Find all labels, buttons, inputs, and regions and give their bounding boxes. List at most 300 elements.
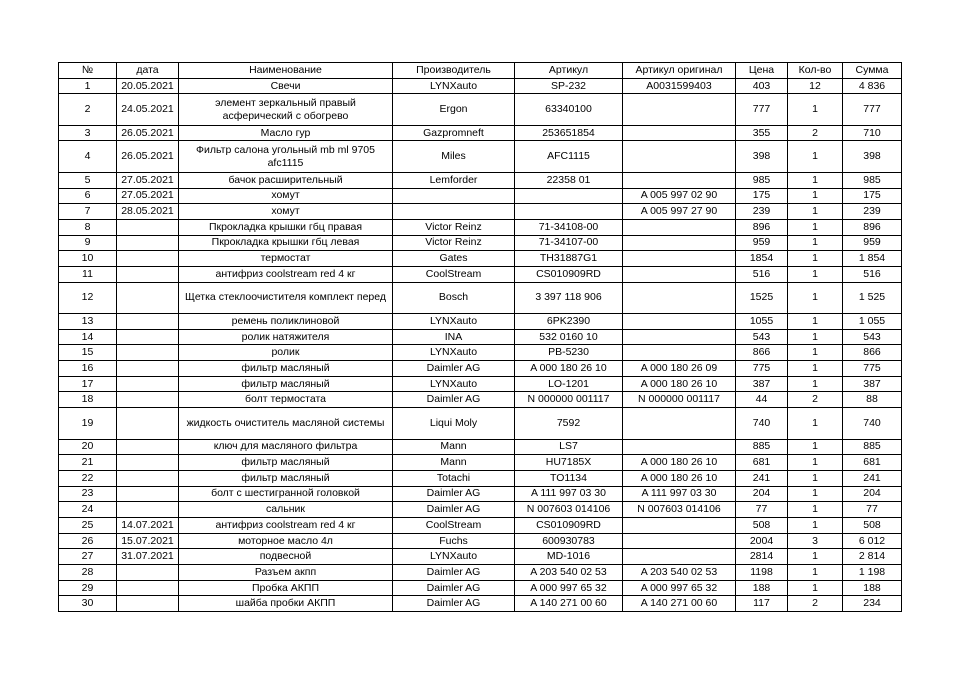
table-row <box>59 361 902 377</box>
cell-sum: 204 <box>843 486 902 502</box>
cell-article: LO-1201 <box>515 376 623 392</box>
cell-orig-article <box>623 141 736 172</box>
cell-price: 885 <box>736 439 788 455</box>
table-row <box>59 329 902 345</box>
cell-maker: Daimler AG <box>393 565 515 581</box>
cell-date <box>117 219 179 235</box>
cell-sum: 88 <box>843 392 902 408</box>
cell-no: 28 <box>59 565 117 581</box>
cell-price: 239 <box>736 204 788 220</box>
cell-price: 740 <box>736 408 788 439</box>
cell-sum: 885 <box>843 439 902 455</box>
cell-article: 532 0160 10 <box>515 329 623 345</box>
cell-price: 241 <box>736 470 788 486</box>
cell-orig-article: N 007603 014106 <box>623 502 736 518</box>
cell-article: PB-5230 <box>515 345 623 361</box>
cell-qty: 1 <box>788 235 843 251</box>
cell-no: 29 <box>59 580 117 596</box>
cell-price: 896 <box>736 219 788 235</box>
table-row <box>59 502 902 518</box>
cell-no: 27 <box>59 549 117 565</box>
cell-sum: 4 836 <box>843 78 902 94</box>
cell-orig-article: A 000 180 26 09 <box>623 361 736 377</box>
cell-name: Масло гур <box>179 125 393 141</box>
cell-price: 188 <box>736 580 788 596</box>
cell-orig-article: N 000000 001117 <box>623 392 736 408</box>
cell-sum: 2 814 <box>843 549 902 565</box>
cell-price: 2814 <box>736 549 788 565</box>
cell-maker: LYNXauto <box>393 376 515 392</box>
cell-name: хомут <box>179 204 393 220</box>
cell-orig-article <box>623 251 736 267</box>
cell-qty: 1 <box>788 502 843 518</box>
table-row <box>59 518 902 534</box>
cell-price: 516 <box>736 266 788 282</box>
cell-maker: Lemforder <box>393 172 515 188</box>
parts-table <box>58 62 902 612</box>
cell-sum: 1 525 <box>843 282 902 313</box>
cell-orig-article <box>623 282 736 313</box>
cell-sum: 1 854 <box>843 251 902 267</box>
cell-article: 71-34107-00 <box>515 235 623 251</box>
cell-price: 543 <box>736 329 788 345</box>
cell-sum: 543 <box>843 329 902 345</box>
cell-orig-article <box>623 219 736 235</box>
cell-sum: 234 <box>843 596 902 612</box>
cell-name: болт с шестигранной головкой <box>179 486 393 502</box>
cell-date <box>117 345 179 361</box>
cell-name: хомут <box>179 188 393 204</box>
cell-qty: 1 <box>788 94 843 125</box>
cell-article: 71-34108-00 <box>515 219 623 235</box>
cell-qty: 1 <box>788 549 843 565</box>
cell-sum: 175 <box>843 188 902 204</box>
cell-name: Фильтр салона угольный mb ml 9705 afc1115 <box>179 141 393 172</box>
cell-maker: Fuchs <box>393 533 515 549</box>
cell-name: бачок расширительный <box>179 172 393 188</box>
cell-no: 24 <box>59 502 117 518</box>
cell-maker: Victor Reinz <box>393 219 515 235</box>
cell-orig-article: A 111 997 03 30 <box>623 486 736 502</box>
cell-no: 19 <box>59 408 117 439</box>
cell-article: 3 397 118 906 <box>515 282 623 313</box>
cell-name: элемент зеркальный правый асферический с обогрево <box>179 94 393 125</box>
cell-qty: 1 <box>788 282 843 313</box>
cell-article: A 000 180 26 10 <box>515 361 623 377</box>
cell-orig-article: A 140 271 00 60 <box>623 596 736 612</box>
cell-price: 204 <box>736 486 788 502</box>
cell-no: 21 <box>59 455 117 471</box>
cell-price: 508 <box>736 518 788 534</box>
cell-name: шайба пробки АКПП <box>179 596 393 612</box>
cell-name: фильтр масляный <box>179 455 393 471</box>
cell-date: 31.07.2021 <box>117 549 179 565</box>
cell-maker: LYNXauto <box>393 314 515 330</box>
cell-article: A 140 271 00 60 <box>515 596 623 612</box>
cell-maker: LYNXauto <box>393 549 515 565</box>
cell-date <box>117 439 179 455</box>
cell-no: 15 <box>59 345 117 361</box>
cell-qty: 1 <box>788 455 843 471</box>
cell-maker: Daimler AG <box>393 392 515 408</box>
cell-date <box>117 329 179 345</box>
cell-price: 175 <box>736 188 788 204</box>
cell-name: ключ для масляного фильтра <box>179 439 393 455</box>
cell-article: 7592 <box>515 408 623 439</box>
cell-no: 22 <box>59 470 117 486</box>
cell-maker: CoolStream <box>393 518 515 534</box>
cell-no: 18 <box>59 392 117 408</box>
cell-maker: Gazpromneft <box>393 125 515 141</box>
cell-maker: Daimler AG <box>393 486 515 502</box>
cell-qty: 1 <box>788 266 843 282</box>
cell-name: Пкрокладка крышки гбц левая <box>179 235 393 251</box>
cell-orig-article <box>623 329 736 345</box>
table-row <box>59 565 902 581</box>
cell-qty: 1 <box>788 470 843 486</box>
header-sum: Сумма <box>843 63 902 79</box>
cell-article <box>515 188 623 204</box>
header-name: Наименование <box>179 63 393 79</box>
cell-price: 775 <box>736 361 788 377</box>
cell-orig-article <box>623 549 736 565</box>
table-row <box>59 314 902 330</box>
cell-qty: 1 <box>788 172 843 188</box>
cell-date <box>117 314 179 330</box>
cell-no: 1 <box>59 78 117 94</box>
cell-article: A 111 997 03 30 <box>515 486 623 502</box>
cell-article: CS010909RD <box>515 518 623 534</box>
cell-sum: 896 <box>843 219 902 235</box>
header-price: Цена <box>736 63 788 79</box>
cell-price: 1055 <box>736 314 788 330</box>
cell-no: 9 <box>59 235 117 251</box>
cell-price: 44 <box>736 392 788 408</box>
cell-no: 4 <box>59 141 117 172</box>
table-row <box>59 266 902 282</box>
cell-sum: 985 <box>843 172 902 188</box>
cell-orig-article <box>623 345 736 361</box>
cell-no: 2 <box>59 94 117 125</box>
table-row <box>59 235 902 251</box>
cell-date <box>117 565 179 581</box>
cell-orig-article: A0031599403 <box>623 78 736 94</box>
cell-name: сальник <box>179 502 393 518</box>
cell-orig-article <box>623 125 736 141</box>
cell-qty: 2 <box>788 596 843 612</box>
cell-no: 10 <box>59 251 117 267</box>
cell-qty: 1 <box>788 376 843 392</box>
cell-article: AFC1115 <box>515 141 623 172</box>
cell-no: 14 <box>59 329 117 345</box>
cell-orig-article: A 005 997 27 90 <box>623 204 736 220</box>
cell-name: фильтр масляный <box>179 376 393 392</box>
cell-no: 3 <box>59 125 117 141</box>
cell-qty: 1 <box>788 204 843 220</box>
cell-article: SP-232 <box>515 78 623 94</box>
cell-name: антифриз coolstream red 4 кг <box>179 518 393 534</box>
cell-price: 777 <box>736 94 788 125</box>
cell-sum: 508 <box>843 518 902 534</box>
cell-date: 24.05.2021 <box>117 94 179 125</box>
cell-date: 20.05.2021 <box>117 78 179 94</box>
cell-qty: 1 <box>788 251 843 267</box>
cell-qty: 1 <box>788 141 843 172</box>
cell-maker: Gates <box>393 251 515 267</box>
cell-article: HU7185X <box>515 455 623 471</box>
cell-date <box>117 376 179 392</box>
cell-maker: Ergon <box>393 94 515 125</box>
cell-name: термостат <box>179 251 393 267</box>
table-row <box>59 549 902 565</box>
cell-no: 5 <box>59 172 117 188</box>
cell-qty: 2 <box>788 125 843 141</box>
cell-price: 398 <box>736 141 788 172</box>
cell-qty: 1 <box>788 565 843 581</box>
table-body <box>59 78 902 611</box>
cell-maker: LYNXauto <box>393 78 515 94</box>
header-row <box>59 63 902 79</box>
cell-date <box>117 408 179 439</box>
cell-maker: Daimler AG <box>393 361 515 377</box>
cell-no: 30 <box>59 596 117 612</box>
cell-sum: 1 198 <box>843 565 902 581</box>
cell-article: N 000000 001117 <box>515 392 623 408</box>
cell-name: Разъем акпп <box>179 565 393 581</box>
cell-orig-article: A 000 997 65 32 <box>623 580 736 596</box>
table-row <box>59 580 902 596</box>
table-row <box>59 251 902 267</box>
cell-price: 1854 <box>736 251 788 267</box>
cell-no: 11 <box>59 266 117 282</box>
cell-maker: Mann <box>393 455 515 471</box>
cell-name: подвесной <box>179 549 393 565</box>
cell-date: 26.05.2021 <box>117 125 179 141</box>
cell-price: 1198 <box>736 565 788 581</box>
cell-no: 25 <box>59 518 117 534</box>
cell-maker: Daimler AG <box>393 596 515 612</box>
cell-maker: Bosch <box>393 282 515 313</box>
cell-date: 27.05.2021 <box>117 172 179 188</box>
cell-orig-article <box>623 235 736 251</box>
cell-article <box>515 204 623 220</box>
table-row <box>59 376 902 392</box>
cell-maker: Victor Reinz <box>393 235 515 251</box>
cell-date <box>117 392 179 408</box>
header-maker: Производитель <box>393 63 515 79</box>
cell-date: 28.05.2021 <box>117 204 179 220</box>
cell-name: Пкрокладка крышки гбц правая <box>179 219 393 235</box>
cell-maker <box>393 204 515 220</box>
cell-qty: 3 <box>788 533 843 549</box>
cell-date <box>117 486 179 502</box>
cell-maker: Liqui Moly <box>393 408 515 439</box>
table-row <box>59 455 902 471</box>
cell-qty: 1 <box>788 314 843 330</box>
cell-date <box>117 455 179 471</box>
cell-name: антифриз coolstream red 4 кг <box>179 266 393 282</box>
cell-orig-article <box>623 533 736 549</box>
table-row <box>59 78 902 94</box>
cell-article: 600930783 <box>515 533 623 549</box>
cell-date <box>117 266 179 282</box>
cell-name: фильтр масляный <box>179 470 393 486</box>
cell-orig-article: A 000 180 26 10 <box>623 376 736 392</box>
cell-price: 1525 <box>736 282 788 313</box>
cell-article: 253651854 <box>515 125 623 141</box>
cell-name: Пробка АКПП <box>179 580 393 596</box>
header-qty: Кол-во <box>788 63 843 79</box>
cell-sum: 387 <box>843 376 902 392</box>
table-row <box>59 439 902 455</box>
cell-qty: 1 <box>788 486 843 502</box>
cell-qty: 1 <box>788 361 843 377</box>
cell-article: TH31887G1 <box>515 251 623 267</box>
cell-price: 355 <box>736 125 788 141</box>
cell-sum: 866 <box>843 345 902 361</box>
cell-sum: 188 <box>843 580 902 596</box>
cell-price: 77 <box>736 502 788 518</box>
table-row <box>59 596 902 612</box>
cell-name: фильтр масляный <box>179 361 393 377</box>
cell-article: N 007603 014106 <box>515 502 623 518</box>
table-row <box>59 282 902 313</box>
cell-date: 26.05.2021 <box>117 141 179 172</box>
header-article: Артикул <box>515 63 623 79</box>
cell-date: 27.05.2021 <box>117 188 179 204</box>
cell-orig-article <box>623 94 736 125</box>
cell-date <box>117 361 179 377</box>
cell-maker: Mann <box>393 439 515 455</box>
table-row <box>59 188 902 204</box>
cell-qty: 1 <box>788 345 843 361</box>
cell-price: 2004 <box>736 533 788 549</box>
table-row <box>59 470 902 486</box>
cell-sum: 681 <box>843 455 902 471</box>
cell-price: 403 <box>736 78 788 94</box>
cell-article: TO1134 <box>515 470 623 486</box>
cell-maker: Daimler AG <box>393 580 515 596</box>
table-row <box>59 125 902 141</box>
cell-date <box>117 580 179 596</box>
header-orig-article: Артикул оригинал <box>623 63 736 79</box>
cell-sum: 77 <box>843 502 902 518</box>
cell-price: 117 <box>736 596 788 612</box>
cell-sum: 740 <box>843 408 902 439</box>
cell-no: 16 <box>59 361 117 377</box>
cell-orig-article <box>623 314 736 330</box>
cell-no: 23 <box>59 486 117 502</box>
table-row <box>59 408 902 439</box>
cell-date: 15.07.2021 <box>117 533 179 549</box>
cell-name: Свечи <box>179 78 393 94</box>
cell-name: болт термостата <box>179 392 393 408</box>
cell-qty: 1 <box>788 518 843 534</box>
cell-qty: 12 <box>788 78 843 94</box>
cell-no: 6 <box>59 188 117 204</box>
cell-qty: 1 <box>788 408 843 439</box>
cell-orig-article <box>623 266 736 282</box>
table-row <box>59 219 902 235</box>
cell-name: Щетка стеклоочистителя комплект перед <box>179 282 393 313</box>
cell-sum: 398 <box>843 141 902 172</box>
cell-date <box>117 502 179 518</box>
cell-sum: 775 <box>843 361 902 377</box>
cell-maker: Miles <box>393 141 515 172</box>
cell-maker: LYNXauto <box>393 345 515 361</box>
cell-price: 985 <box>736 172 788 188</box>
cell-date <box>117 235 179 251</box>
cell-qty: 1 <box>788 580 843 596</box>
cell-qty: 1 <box>788 439 843 455</box>
table-row <box>59 141 902 172</box>
cell-maker: INA <box>393 329 515 345</box>
header-no: № <box>59 63 117 79</box>
cell-date <box>117 470 179 486</box>
cell-article: 6PK2390 <box>515 314 623 330</box>
cell-sum: 6 012 <box>843 533 902 549</box>
header-date: дата <box>117 63 179 79</box>
cell-date <box>117 251 179 267</box>
cell-sum: 710 <box>843 125 902 141</box>
cell-name: ролик <box>179 345 393 361</box>
cell-sum: 959 <box>843 235 902 251</box>
cell-article: LS7 <box>515 439 623 455</box>
cell-name: жидкость очиститель масляной системы <box>179 408 393 439</box>
cell-qty: 1 <box>788 329 843 345</box>
cell-sum: 239 <box>843 204 902 220</box>
cell-orig-article <box>623 408 736 439</box>
table-row <box>59 172 902 188</box>
cell-orig-article: A 005 997 02 90 <box>623 188 736 204</box>
cell-date: 14.07.2021 <box>117 518 179 534</box>
cell-no: 26 <box>59 533 117 549</box>
cell-no: 12 <box>59 282 117 313</box>
table-row <box>59 486 902 502</box>
cell-sum: 516 <box>843 266 902 282</box>
cell-no: 13 <box>59 314 117 330</box>
cell-qty: 1 <box>788 219 843 235</box>
cell-no: 20 <box>59 439 117 455</box>
cell-article: MD-1016 <box>515 549 623 565</box>
cell-no: 17 <box>59 376 117 392</box>
cell-sum: 241 <box>843 470 902 486</box>
cell-name: ремень поликлиновой <box>179 314 393 330</box>
cell-article: 63340100 <box>515 94 623 125</box>
cell-date <box>117 282 179 313</box>
cell-orig-article: A 203 540 02 53 <box>623 565 736 581</box>
cell-qty: 2 <box>788 392 843 408</box>
cell-maker <box>393 188 515 204</box>
table-row <box>59 204 902 220</box>
cell-maker: Totachi <box>393 470 515 486</box>
cell-price: 387 <box>736 376 788 392</box>
cell-orig-article: A 000 180 26 10 <box>623 470 736 486</box>
table-row <box>59 392 902 408</box>
cell-name: моторное масло 4л <box>179 533 393 549</box>
cell-orig-article: A 000 180 26 10 <box>623 455 736 471</box>
cell-orig-article <box>623 439 736 455</box>
cell-price: 681 <box>736 455 788 471</box>
cell-article: A 203 540 02 53 <box>515 565 623 581</box>
table-row <box>59 94 902 125</box>
cell-article: CS010909RD <box>515 266 623 282</box>
cell-orig-article <box>623 172 736 188</box>
cell-price: 959 <box>736 235 788 251</box>
cell-name: ролик натяжителя <box>179 329 393 345</box>
cell-sum: 777 <box>843 94 902 125</box>
cell-price: 866 <box>736 345 788 361</box>
